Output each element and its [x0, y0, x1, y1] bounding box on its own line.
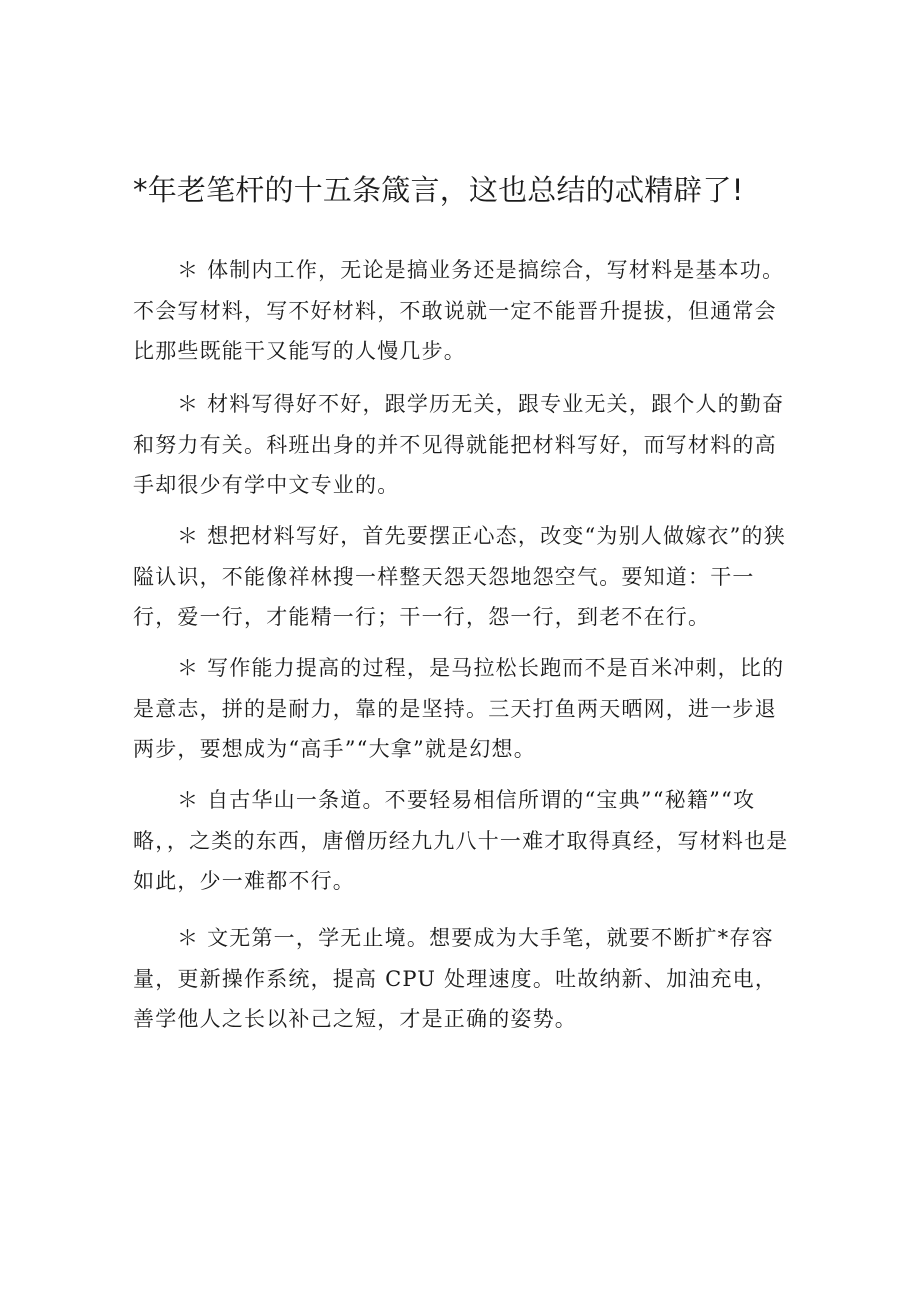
paragraph-1: ＊ 体制内工作，无论是搞业务还是搞综合，写材料是基本功。不会写材料，写不好材料，不敢说就一定不能晋升提拔，但通常会比那些既能干又能写的人慢几步。	[133, 258, 785, 363]
paragraph-2: ＊ 材料写得好不好，跟学历无关，跟专业无关，跟个人的勤奋和努力有关。科班出身的并不见得就能把材料写好，而写材料的高手却很少有学中文专业的。	[133, 392, 785, 497]
paragraph-3: ＊ 想把材料写好，首先要摆正心态，改变“为别人做嫁衣”的狭隘认识，不能像祥林搜一样整天怨天怨地怨空气。要知道：干一行，爱一行，才能精一行；干一行，怨一行，到老不在行。	[133, 524, 786, 629]
paragraph-4: ＊ 写作能力提高的过程，是马拉松长跑而不是百米冲刺，比的是意志，拼的是耐力，靠的是坚持。三天打鱼两天晒网，进一步退两步，要想成为“高手”“大拿”就是幻想。	[133, 656, 785, 761]
document-title: *年老笔杆的十五条箴言，这也总结的忒精辟了!	[133, 173, 744, 207]
paragraph-5: ＊ 自古华山一条道。不要轻易相信所谓的“宝典”“秘籍”“攻略，，之类的东西，唐僧历经九九八十一难才取得真经，写材料也是如此，少一难都不行。	[133, 788, 789, 893]
paragraph-6: ＊ 文无第一，学无止境。想要成为大手笔，就要不断扩*存容量，更新操作系统，提高 CPU 处理速度。吐故纳新、加油充电，善学他人之长以补己之短，才是正确的姿势。	[133, 926, 778, 1031]
